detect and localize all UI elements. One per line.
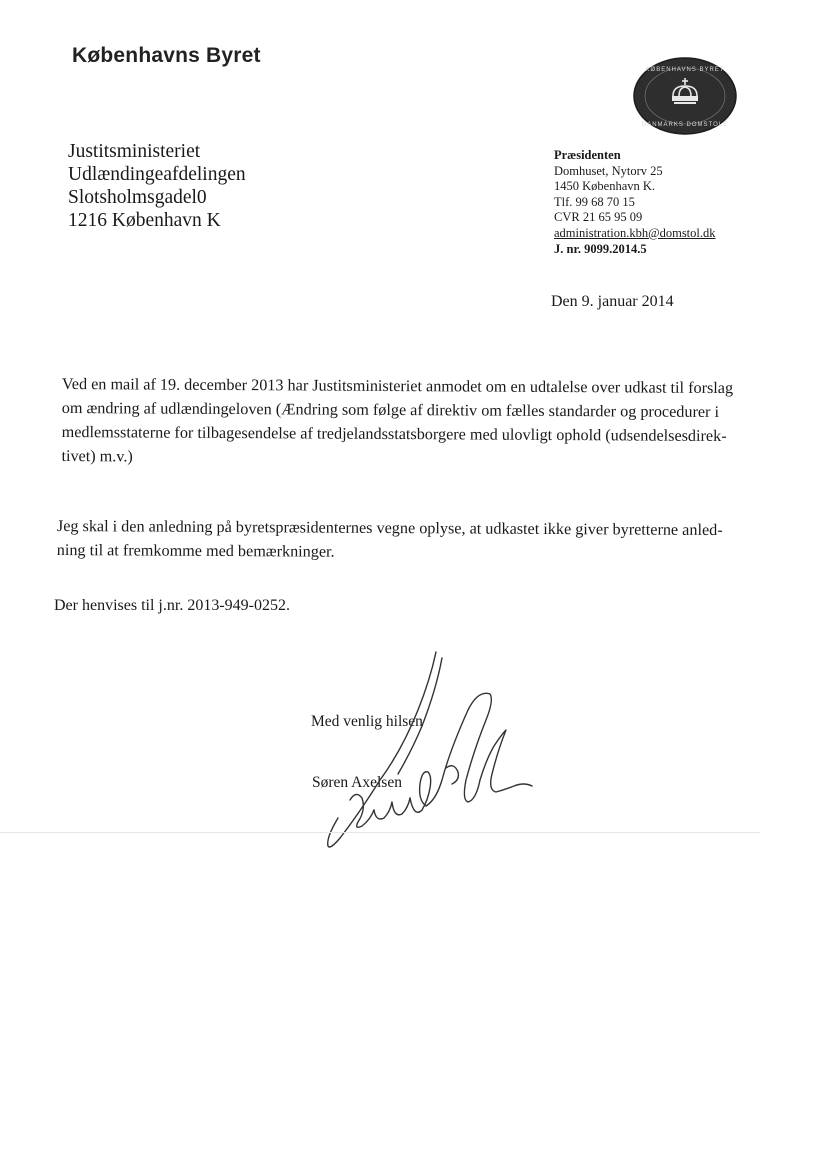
seal-top-text: KØBENHAVNS BYRET — [645, 67, 725, 73]
seal-bottom-text: DANMARKS DOMSTOLE — [641, 122, 729, 128]
recipient-address — [68, 140, 246, 232]
sender-email-link[interactable]: administration.kbh@domstol.dk — [554, 225, 716, 240]
recipient-line: Udlændingeafdelingen — [68, 164, 246, 185]
letter-date: Den 9. januar 2014 — [551, 293, 674, 310]
court-name: Københavns Byret — [72, 44, 261, 67]
closing-greeting: Med venlig hilsen — [311, 713, 423, 730]
paragraph-line: Jeg skal i den anledning på byretspræsidenternes vegne oplyse, at udkastet ikke giver byretterne anled- — [56, 516, 723, 540]
paragraph-line: medlemsstaterne for tilbagesendelse af tredjelandsstatsborgere med ulovligt ophold (udsendelsesdirek- — [61, 422, 727, 446]
recipient-line: 1216 København K — [68, 210, 221, 231]
sender-block — [554, 148, 716, 257]
sender-phone: Tlf. 99 68 70 15 — [554, 194, 635, 209]
paragraph-line: ning til at fremkomme med bemærkninger. — [56, 540, 335, 561]
paragraph-line: Ved en mail af 19. december 2013 har Justitsministeriet anmodet om en udtalelse over udkast til forslag — [61, 374, 734, 398]
paragraph-line: tivet) m.v.) — [61, 446, 133, 466]
handwritten-signature — [318, 650, 538, 860]
fold-divider — [0, 832, 760, 833]
sender-address: Domhuset, Nytorv 25 — [554, 163, 663, 178]
signer-name: Søren Axelsen — [312, 774, 402, 791]
court-seal — [632, 56, 738, 136]
paragraph-request — [61, 372, 732, 472]
recipient-line: Slotsholmsgadel0 — [68, 187, 207, 208]
recipient-line: Justitsministeriet — [68, 141, 201, 162]
sender-title: Præsidenten — [554, 148, 621, 162]
paragraph-line: om ændring af udlændingeloven (Ændring som følge af direktiv om fælles standarder og procedurer i — [61, 398, 720, 422]
paragraph-response — [57, 514, 727, 566]
journal-number: J. nr. 9099.2014.5 — [554, 241, 647, 256]
sender-cvr: CVR 21 65 95 09 — [554, 210, 643, 225]
sender-city: 1450 København K. — [554, 179, 656, 194]
paragraph-reference: Der henvises til j.nr. 2013-949-0252. — [54, 597, 290, 614]
